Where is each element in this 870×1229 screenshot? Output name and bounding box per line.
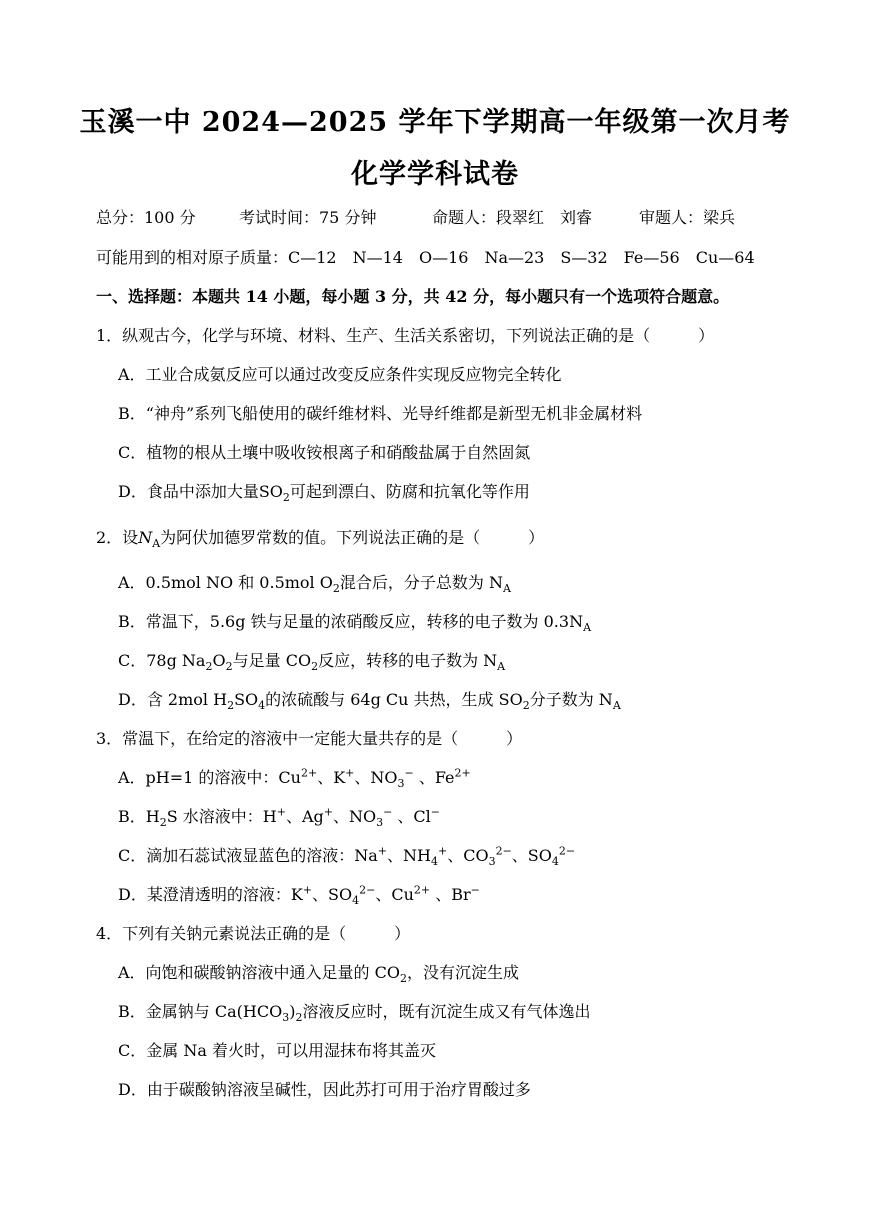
q3-option-b: B．$H_2S$ 水溶液中：H+、Ag+、$NO_3^-$ 、Cl− [118,805,440,830]
q1-option-b: B．“神舟”系列飞船使用的碳纤维材料、光导纤维都是新型无机非金属材料 [118,404,643,423]
q3-stem: 3．常温下，在给定的溶液中一定能大量共存的是（ ） [96,729,523,748]
authors: 命题人：段翠红 刘睿 [432,208,593,227]
q4-option-c: C．金属 Na 着火时，可以用湿抹布将其盖灭 [118,1041,436,1060]
exam-title: 玉溪一中 2024—2025 学年下学期高一年级第一次月考 [79,107,791,138]
q2-option-a: A．0.5mol NO 和 0.5mol $O_2$混合后，分子总数为 $N_A$ [118,573,511,596]
q3-option-d: D．某澄清透明的溶液：K+、$SO_4^{2-}$、$Cu^{2+}$ 、Br− [118,883,480,908]
exam-meta-row [96,208,735,228]
q1-option-c: C．植物的根从土壤中吸收铵根离子和硝酸盐属于自然固氮 [118,443,531,462]
q3-option-c: C．滴加石蕊试液显蓝色的溶液：Na+、$NH_4^+$、$CO_3^{2-}$、$SO_4^{2-}$ [118,844,576,869]
q1-option-a: A．工业合成氨反应可以通过改变反应条件实现反应物完全转化 [118,365,562,384]
q2-option-d: D．含 2mol $H_2SO_4$的浓硫酸与 64g Cu 共热，生成 $SO_2$分子数为 $N_A$ [118,690,621,713]
total-score: 总分：100 分 [96,208,196,227]
q1-option-d: D．食品中添加大量$SO_2$可起到漂白、防腐和抗氧化等作用 [118,482,530,505]
q4-option-d: D．由于碳酸钠溶液呈碱性，因此苏打可用于治疗胃酸过多 [118,1080,531,1099]
atomic-masses: 可能用到的相对原子质量：C—12 N—14 O—16 Na—23 S—32 Fe—56 Cu—64 [96,248,755,267]
q3-option-a: A．pH=1 的溶液中：$Cu^{2+}$、K+、$NO_3^-$ 、$Fe^{2+}$ [118,766,471,791]
exam-subtitle: 化学学科试卷 [351,159,519,190]
q4-stem: 4．下列有关钠元素说法正确的是（ ） [96,924,411,943]
q1-stem: 1．纵观古今，化学与环境、材料、生产、生活关系密切，下列说法正确的是（ ） [96,326,715,345]
q2-stem: 2．设$N_A$为阿伏加德罗常数的值。下列说法正确的是（ ） [96,528,545,551]
section-heading: 一、选择题：本题共 14 小题，每小题 3 分，共 42 分，每小题只有一个选项符合题意。 [96,287,730,306]
reviewer: 审题人：梁兵 [639,208,736,227]
q2-option-b: B．常温下，5.6g 铁与足量的浓硝酸反应，转移的电子数为 $0.3N_A$ [118,612,592,635]
q4-option-b: B．金属钠与 $Ca(HCO_3)_2$溶液反应时，既有沉淀生成又有气体逸出 [118,1002,591,1025]
q2-option-c: C．78g $Na_2O_2$与足量 $CO_2$反应，转移的电子数为 $N_A$ [118,651,506,674]
q4-option-a: A．向饱和碳酸钠溶液中通入足量的 $CO_2$，没有沉淀生成 [118,963,520,986]
exam-time: 考试时间：75 分钟 [239,208,377,227]
